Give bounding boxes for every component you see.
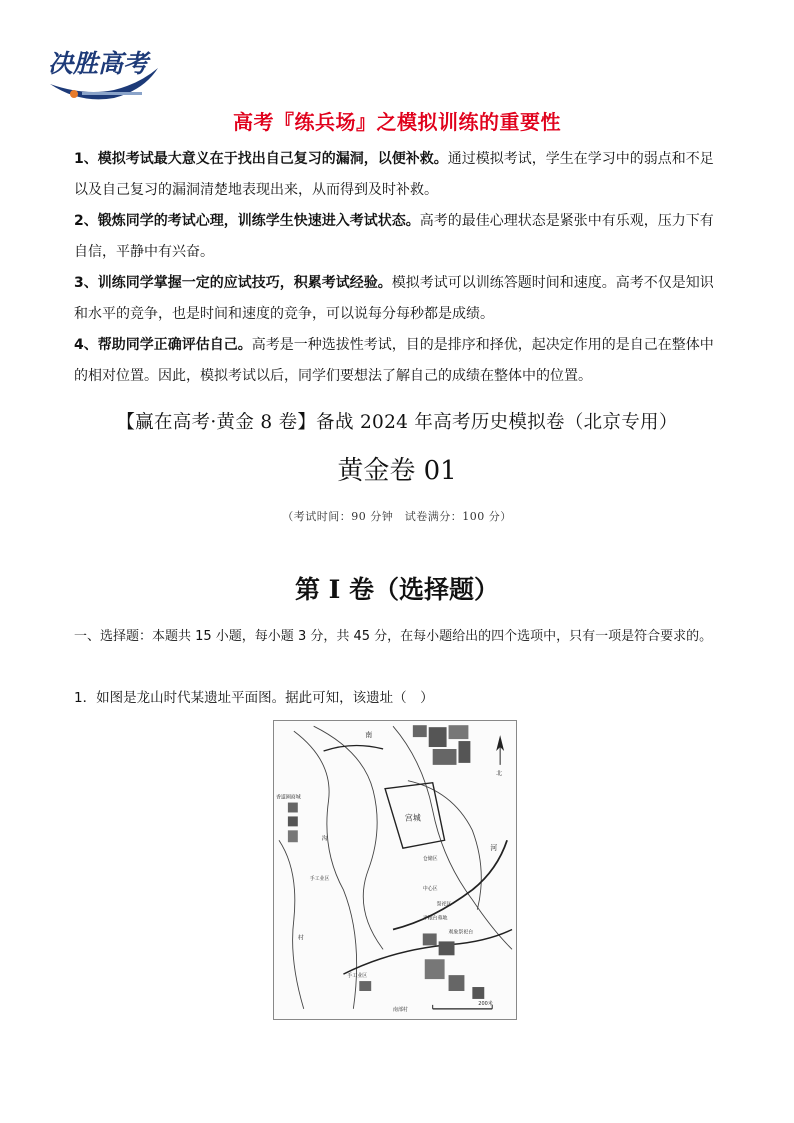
label-central: 中心区	[422, 885, 438, 892]
paper-title: 黄金卷 01	[337, 456, 457, 486]
brand-logo	[44, 38, 164, 108]
label-north: 北	[496, 769, 503, 777]
label-craft: 手工业区	[347, 973, 368, 980]
label-village: 村	[297, 934, 304, 942]
exam-title: 【赢在高考·黄金 8 卷】备战 2024 年高考历史模拟卷（北京专用）	[116, 412, 678, 433]
question-1: 1．如图是龙山时代某遗址平面图。据此可知，该遗址（ ）	[74, 690, 434, 706]
label-south-village: 南部村	[393, 1006, 408, 1013]
label-west-site: 香道圈商城	[275, 794, 301, 801]
importance-point	[74, 206, 724, 268]
site-plan-map	[273, 720, 517, 1020]
logo-text: 决胜高考	[48, 49, 149, 78]
point-text: 模拟考试可以训练答题时间和速度。高考不仅是知识和水平的竞争，也是时间和速度的竞争，可以说每分每秒都是成绩。	[74, 275, 714, 322]
section-title: 第 I 卷（选择题）	[294, 575, 500, 604]
label-warehouse: 仓储区	[422, 856, 438, 863]
section-instructions: 一、选择题：本题共 15 小题，每小题 3 分，共 45 分，在每小题给出的四个选项中，只有一项是符合要求的。	[74, 629, 713, 644]
point-text: 通过模拟考试，学生在学习中的弱点和不足以及自己复习的漏洞清楚地表现出来，从而得到及时补救。	[74, 151, 714, 198]
point-heading: 3、训练同学掌握一定的应试技巧，积累考试经验。	[74, 275, 392, 291]
label-workshop: 手工业区	[309, 875, 330, 882]
label-ditch: 沟	[321, 835, 328, 843]
importance-point	[74, 144, 724, 206]
label-tomb: 平粮台墓地	[422, 915, 448, 922]
point-heading: 2、锻炼同学的考试心理，训练学生快速进入考试状态。	[74, 213, 420, 229]
site-plan-svg	[274, 721, 516, 1019]
importance-list	[74, 144, 724, 392]
importance-point	[74, 330, 724, 392]
banner-title: 高考『练兵场』之模拟训练的重要性	[233, 110, 561, 134]
importance-point	[74, 268, 724, 330]
label-river: 河	[490, 844, 498, 853]
label-ritual: 祭祀区	[436, 901, 452, 908]
point-text: 高考是一种选拔性考试，目的是排序和择优，起决定作用的是自己在整体中的相对位置。因此，模拟考试以后，同学们要想法了解自己的成绩在整体中的位置。	[74, 337, 714, 384]
label-south: 南	[365, 731, 373, 740]
label-observatory: 观象祭祀台	[448, 929, 474, 936]
exam-info: （考试时间：90 分钟 试卷满分：100 分）	[282, 510, 512, 523]
label-palace: 宫城	[404, 813, 421, 823]
point-heading: 1、模拟考试最大意义在于找出自己复习的漏洞，以便补救。	[74, 151, 448, 167]
label-scale: 200米	[478, 1000, 493, 1007]
point-heading: 4、帮助同学正确评估自己。	[74, 337, 252, 353]
point-text: 高考的最佳心理状态是紧张中有乐观，压力下有自信，平静中有兴奋。	[74, 213, 714, 260]
